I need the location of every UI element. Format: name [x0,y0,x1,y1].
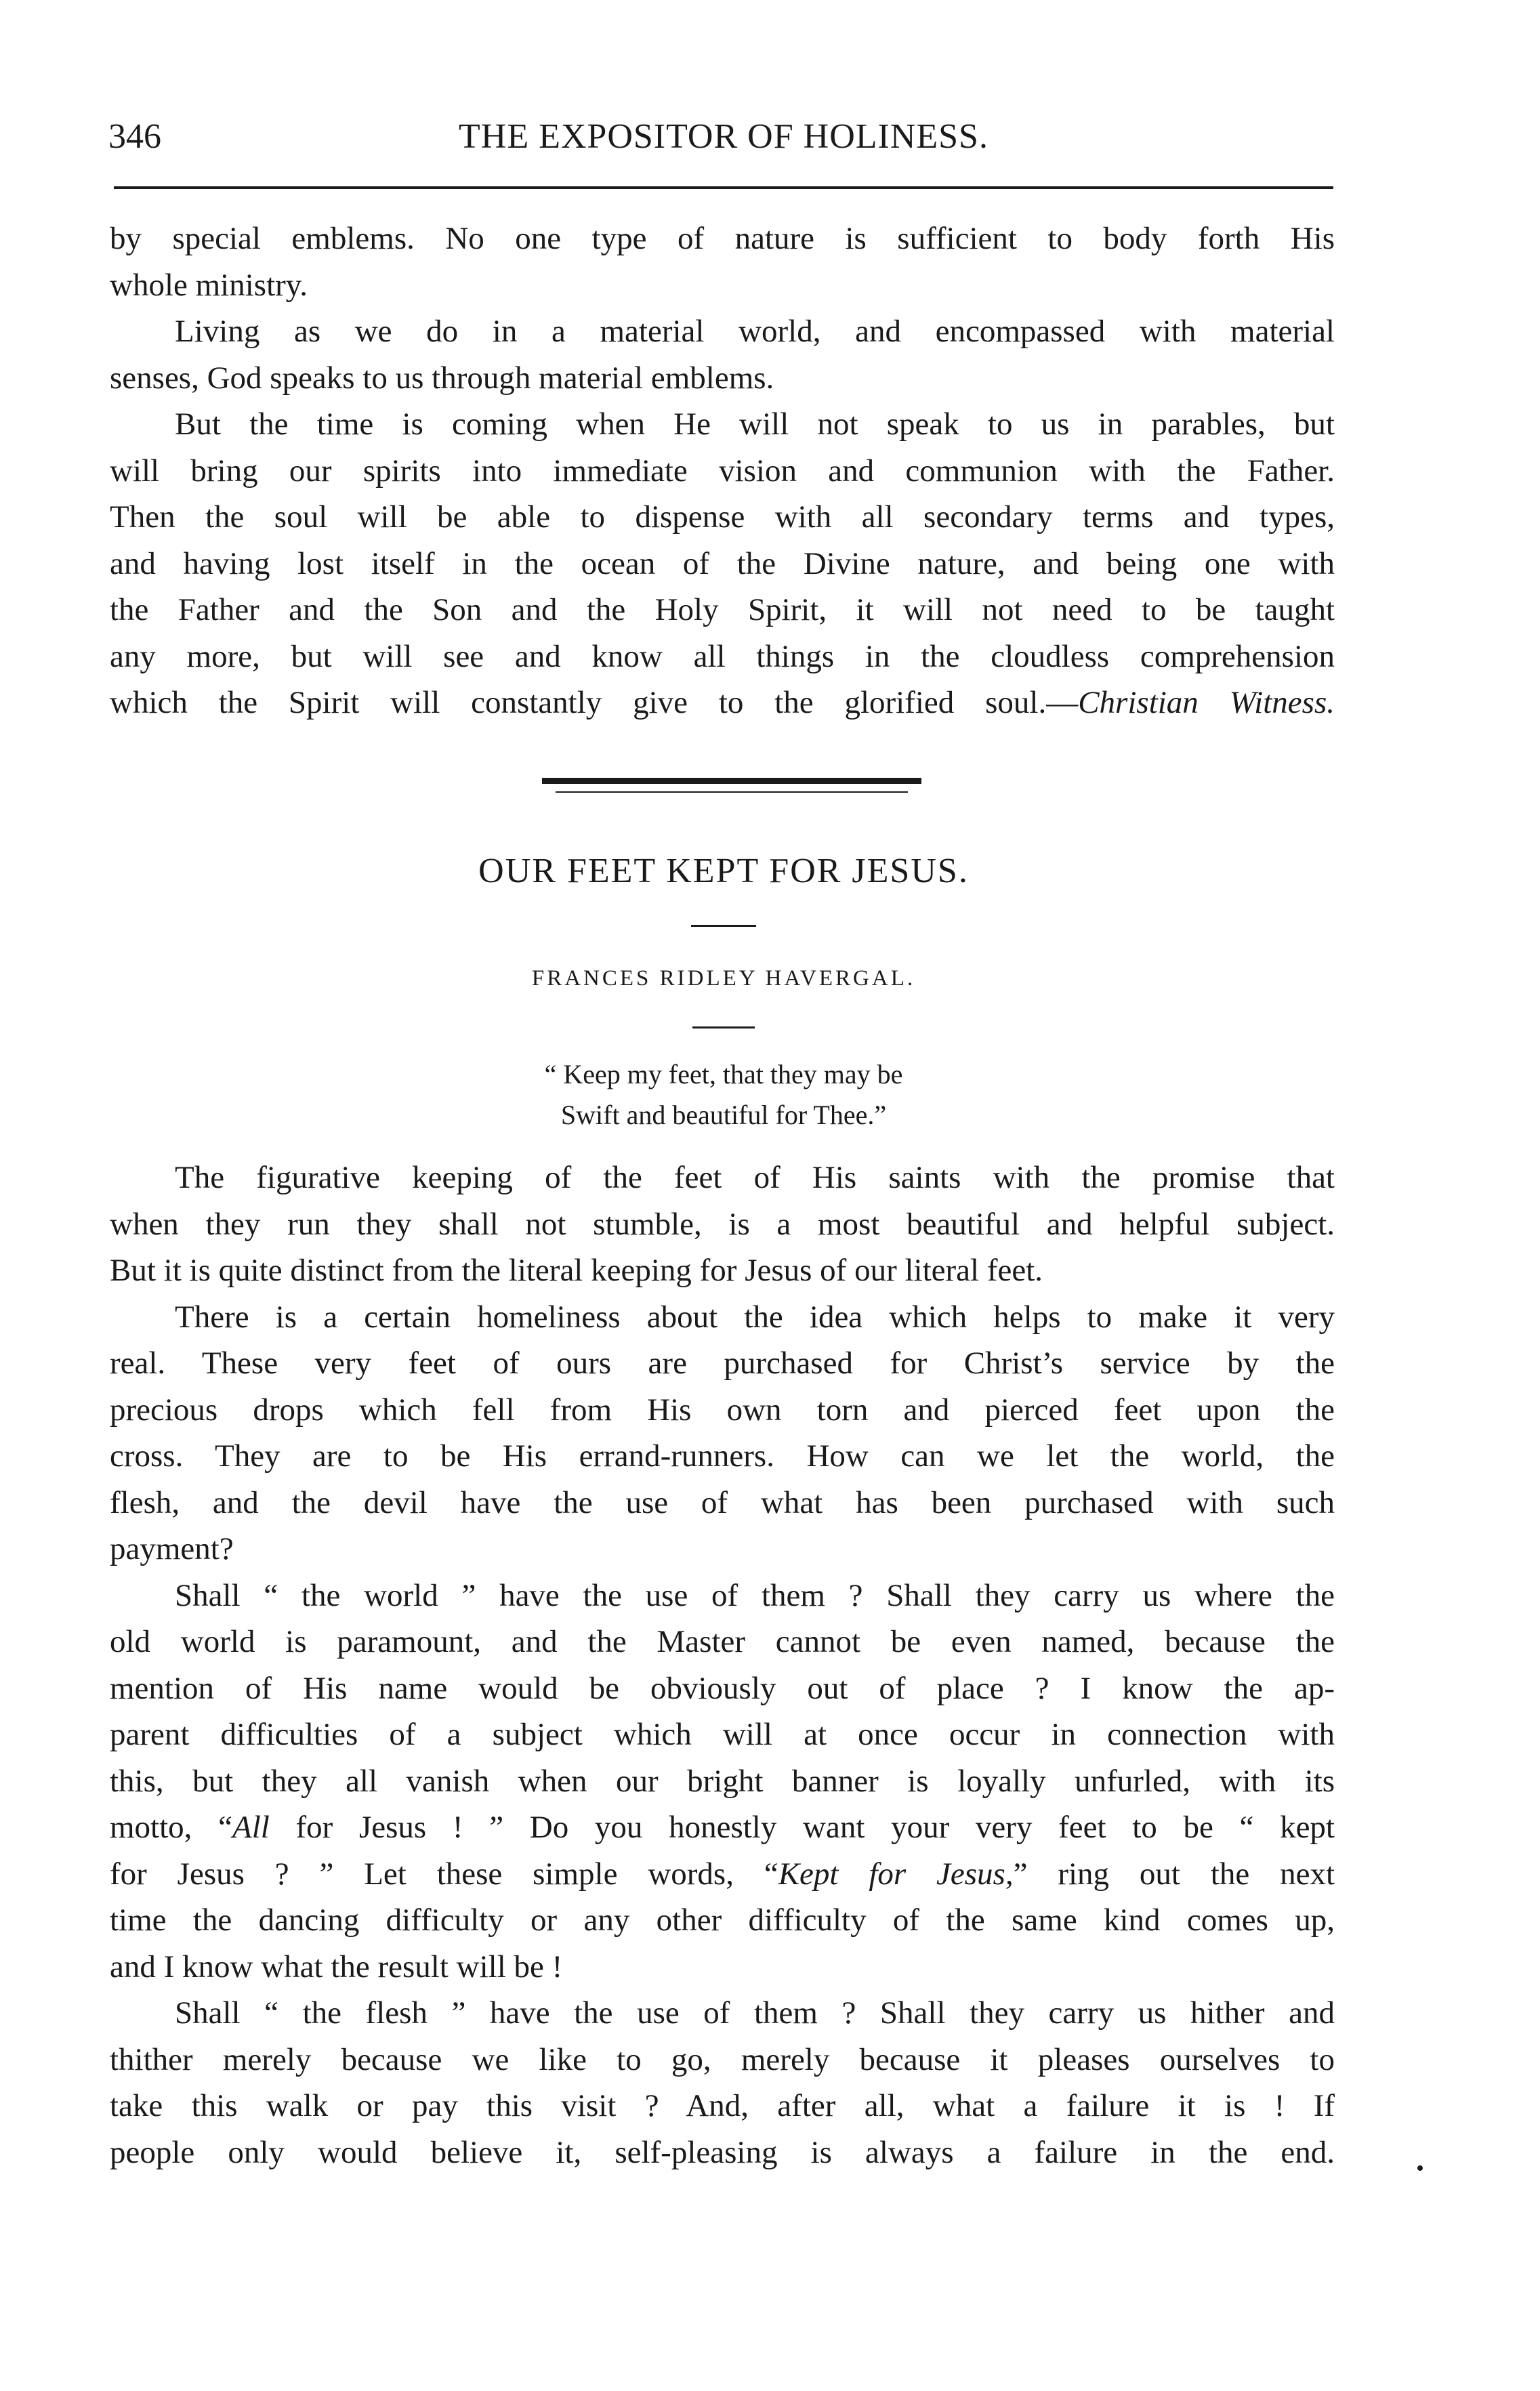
text-line: thither merely because we like to go, merely because it pleases ourselves to [110,2041,1335,2077]
text-line: But the time is coming when He will not speak to us in parables, but [175,407,1335,442]
text-line: There is a certain homeliness about the idea which helps to make it very [175,1299,1335,1335]
text-line: real. These very feet of ours are purchased for Christ’s service by the [110,1346,1335,1381]
divider-thin-rule [556,791,908,793]
text-line: precious drops which fell from His own torn and pierced feet upon the [110,1392,1335,1428]
text-fragment: for Jesus ! ” Do you honestly want your very feet to be “ kept [269,1810,1335,1845]
text-line: But it is quite distinct from the literal keeping for Jesus of our literal feet. [110,1253,1043,1288]
text-line: by special emblems. No one type of nature is sufficient to body forth His [110,221,1335,256]
text-fragment: for Jesus ? ” Let these simple words, “ [110,1856,778,1892]
italic-fragment: All [232,1810,270,1845]
text-line: mention of His name would be obviously out of place ? I know the ap- [110,1670,1335,1706]
text-line: this, but they all vanish when our bright banner is loyally unfurled, with its [110,1763,1335,1799]
title-rule [691,925,756,927]
text-line: and I know what the result will be ! [110,1949,563,1984]
article-title: OUR FEET KEPT FOR JESUS. [478,852,969,890]
text-line: take this walk or pay this visit ? And, after all, what a failure it is ! If [110,2088,1335,2123]
text-fragment: ” ring out the next [1013,1856,1335,1892]
text-line: Shall “ the world ” have the use of them ? Shall they carry us where the [175,1577,1335,1613]
epigraph-line: Swift and beautiful for Thee.” [560,1100,887,1130]
epigraph-line: “ Keep my feet, that they may be [544,1059,903,1089]
running-title: THE EXPOSITOR OF HOLINESS. [459,117,988,156]
author-rule [692,1026,755,1028]
text-line: Shall “ the flesh ” have the use of them ? Shall they carry us hither and [175,1995,1335,2031]
source-citation: Christian Witness. [1078,685,1335,720]
text-line-motto [110,1804,1335,1851]
text-line: payment? [110,1531,234,1566]
text-line: and having lost itself in the ocean of the Divine nature, and being one with [110,545,1335,581]
text-line: will bring our spirits into immediate vision and communion with the Father. [110,453,1335,488]
page-number: 346 [108,117,161,156]
text-line: people only would believe it, self-pleasing is always a failure in the end. [110,2134,1335,2170]
article-author: FRANCES RIDLEY HAVERGAL. [531,966,916,991]
text-line-kept [110,1851,1335,1898]
article-body [110,1155,1335,2176]
text-fragment: motto, “ [110,1810,232,1845]
text-fragment: which the Spirit will constantly give to the glorified soul.— [110,685,1079,720]
text-line: Then the soul will be able to dispense with all secondary terms and types, [110,499,1335,535]
text-line: whole ministry. [110,267,308,303]
italic-fragment: Kept for Jesus, [778,1856,1014,1892]
text-line: flesh, and the devil have the use of what has been purchased with such [110,1484,1335,1520]
text-line: when they run they shall not stumble, is a most beautiful and helpful subject. [110,1206,1335,1242]
text-line: time the dancing difficulty or any other difficulty of the same kind comes up, [110,1903,1335,1938]
previous-article-text [110,215,1335,726]
text-line: parent difficulties of a subject which will at once occur in connection with [110,1717,1335,1752]
epigraph [108,1054,1339,1136]
text-line: senses, God speaks to us through material emblems. [110,360,774,396]
header-rule [114,186,1333,189]
page-header [108,117,1339,164]
print-speck [1417,2165,1423,2171]
section-divider [542,778,921,798]
text-line-with-source [110,680,1335,726]
text-line: cross. They are to be His errand-runners. How can we let the world, the [110,1438,1335,1474]
text-line: old world is paramount, and the Master cannot be even named, because the [110,1624,1335,1659]
text-line: Living as we do in a material world, and encompassed with material [175,314,1335,349]
divider-thick-rule [542,778,921,784]
text-line: any more, but will see and know all things in the cloudless comprehension [110,638,1335,674]
text-line: the Father and the Son and the Holy Spirit, it will not need to be taught [110,592,1335,627]
text-line: The figurative keeping of the feet of His saints with the promise that [175,1160,1335,1195]
